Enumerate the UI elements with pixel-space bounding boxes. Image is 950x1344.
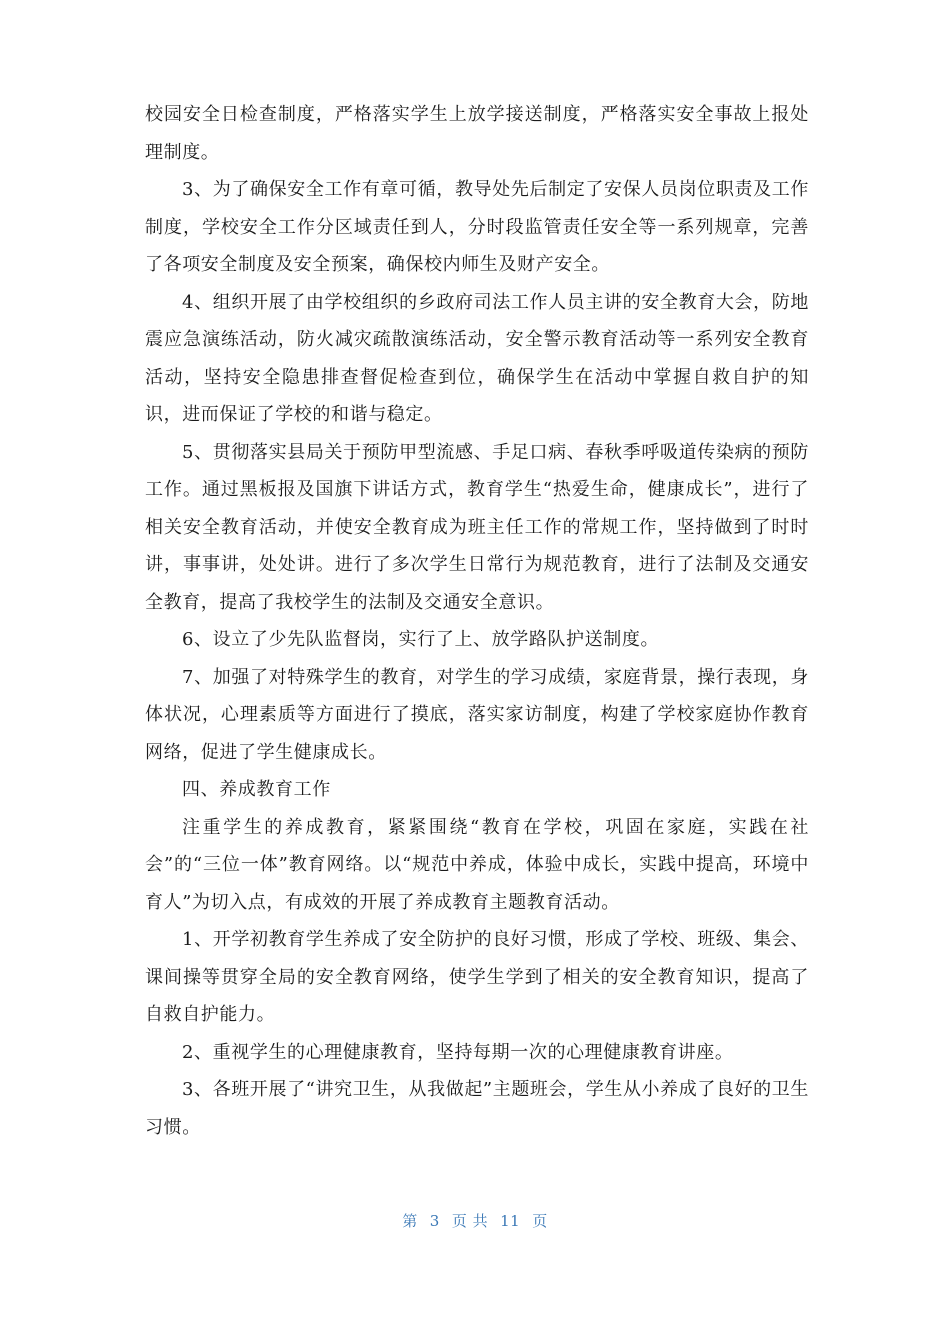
document-body <box>145 96 809 1146</box>
paragraph-section-intro: 注重学生的养成教育，紧紧围绕“教育在学校，巩固在家庭，实践在社会”的“三位一体”教育网络。以“规范中养成，体验中成长，实践中提高，环境中育人”为切入点，有成效的开展了养成教育主题教育活动。 <box>145 816 809 913</box>
paragraph-continuation: 校园安全日检查制度，严格落实学生上放学接送制度，严格落实安全事故上报处理制度。 <box>145 104 809 163</box>
footer-current-page: 3 <box>429 1212 440 1230</box>
footer-prefix: 第 <box>402 1212 418 1230</box>
footer-total-pages: 11 <box>500 1212 521 1230</box>
paragraph-habit-3: 3、各班开展了“讲究卫生，从我做起”主题班会，学生从小养成了良好的卫生习惯。 <box>145 1079 809 1138</box>
footer-suffix: 页 <box>532 1212 548 1230</box>
paragraph-item-3: 3、为了确保安全工作有章可循，教导处先后制定了安保人员岗位职责及工作制度，学校安全工作分区域责任到人，分时段监管责任安全等一系列规章，完善了各项安全制度及安全预案，确保校内师生及财产安全。 <box>145 179 809 275</box>
paragraph-habit-2: 2、重视学生的心理健康教育，坚持每期一次的心理健康教育讲座。 <box>182 1041 734 1063</box>
paragraph-item-5: 5、贯彻落实县局关于预防甲型流感、手足口病、春秋季呼吸道传染病的预防工作。通过黑板报及国旗下讲话方式，教育学生“热爱生命，健康成长”，进行了相关安全教育活动，并使安全教育成为班主任工作的常规工作，坚持做到了时时讲，事事讲，处处讲。进行了多次学生日常行为规范教育，进行了法制及交通安全教育，提高了我校学生的法制及交通安全意识。 <box>145 441 809 613</box>
paragraph-item-4: 4、组织开展了由学校组织的乡政府司法工作人员主讲的安全教育大会，防地震应急演练活动，防火减灾疏散演练活动，安全警示教育活动等一系列安全教育活动，坚持安全隐患排查督促检查到位，确保学生在活动中掌握自救自护的知识，进而保证了学校的和谐与稳定。 <box>145 291 809 425</box>
paragraph-item-7: 7、加强了对特殊学生的教育，对学生的学习成绩，家庭背景，操行表现，身体状况，心理素质等方面进行了摸底，落实家访制度，构建了学校家庭协作教育网络，促进了学生健康成长。 <box>145 666 809 763</box>
footer-middle: 页 共 <box>451 1212 489 1230</box>
page-footer <box>0 1210 950 1231</box>
section-heading: 四、养成教育工作 <box>182 779 331 800</box>
paragraph-item-6: 6、设立了少先队监督岗，实行了上、放学路队护送制度。 <box>182 629 660 650</box>
paragraph-habit-1: 1、开学初教育学生养成了安全防护的良好习惯，形成了学校、班级、集会、课间操等贯穿全局的安全教育网络，使学生学到了相关的安全教育知识，提高了自救自护能力。 <box>145 929 809 1025</box>
